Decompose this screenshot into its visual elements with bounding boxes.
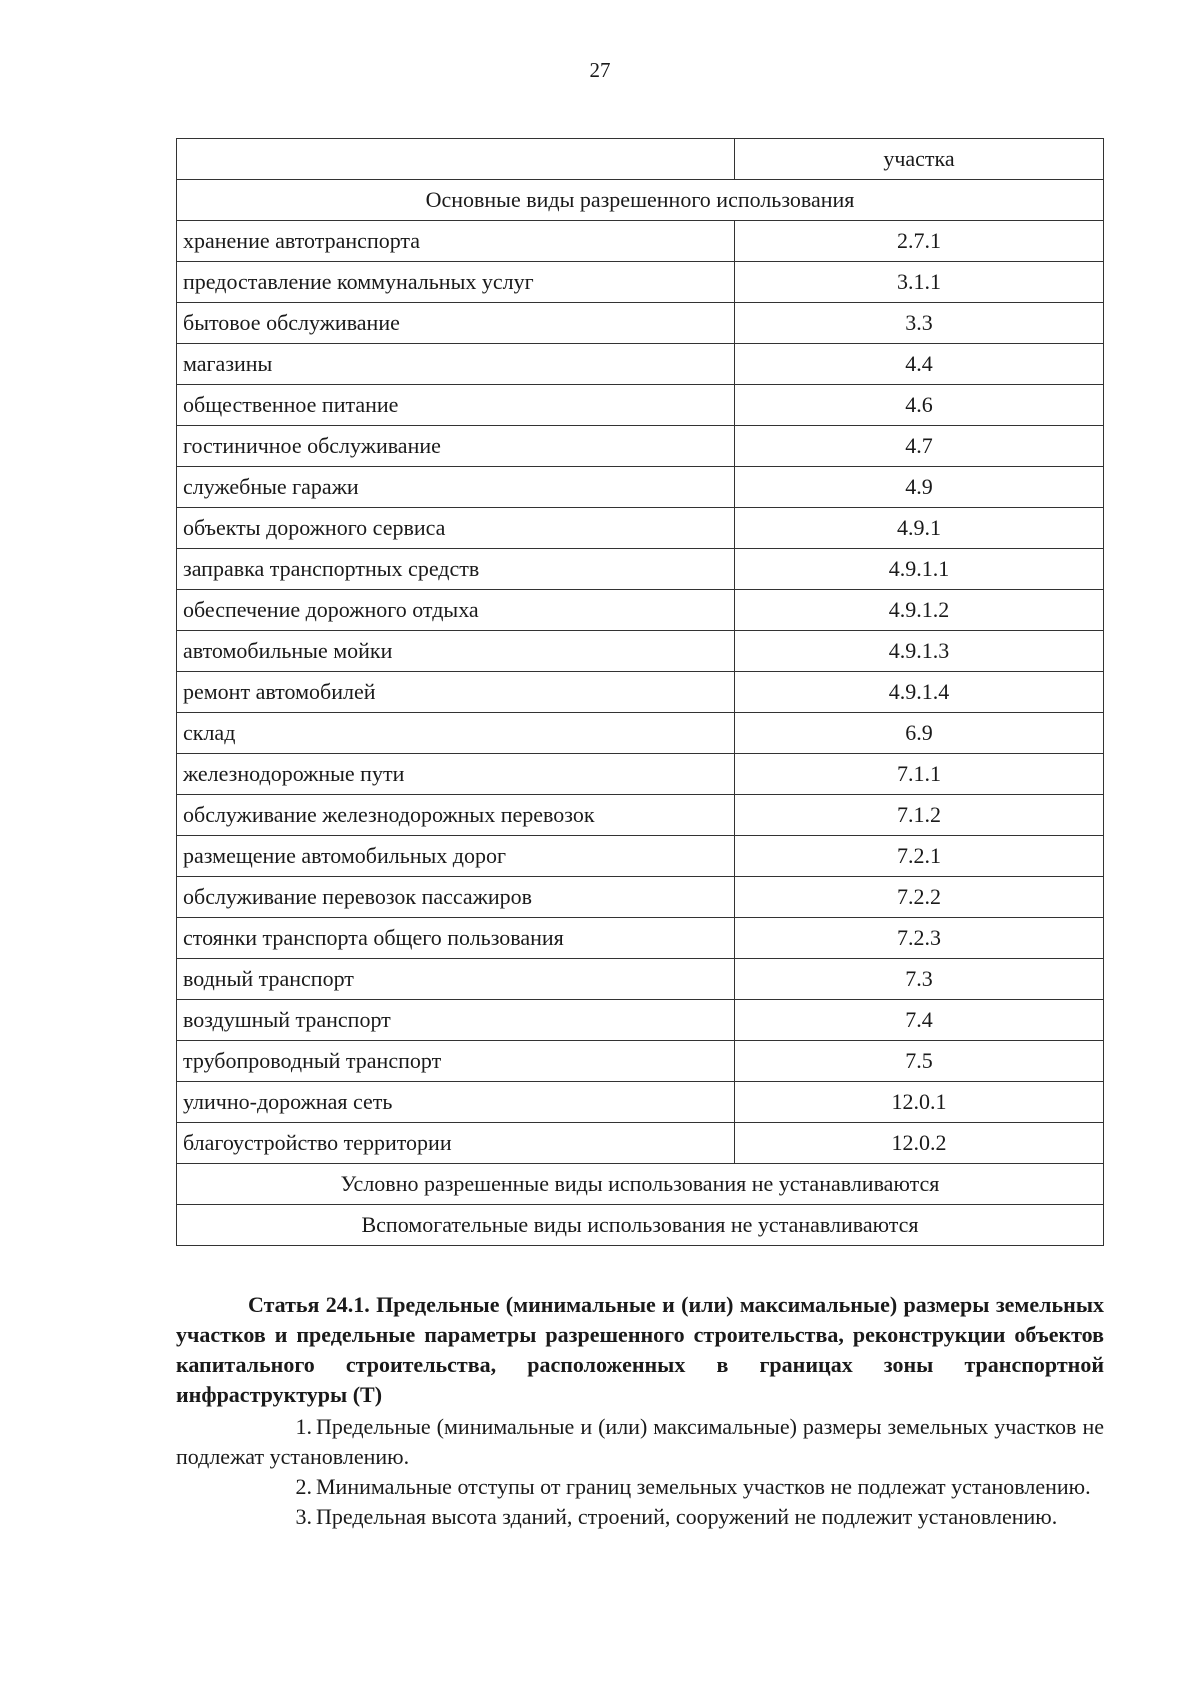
use-code-cell: 7.2.2: [735, 877, 1104, 918]
section-row-auxiliary: [177, 1205, 1104, 1246]
use-code-cell: 6.9: [735, 713, 1104, 754]
clause-text: Предельная высота зданий, строений, сооружений не подлежит установлению.: [316, 1504, 1058, 1529]
table-row: [177, 1082, 1104, 1123]
use-code-cell: 4.9: [735, 467, 1104, 508]
section-auxiliary-label: Вспомогательные виды использования не устанавливаются: [177, 1205, 1104, 1246]
use-code-cell: 4.4: [735, 344, 1104, 385]
use-name-cell: воздушный транспорт: [177, 1000, 735, 1041]
table-row: [177, 303, 1104, 344]
page-number: 27: [589, 58, 611, 82]
use-code-cell: 7.5: [735, 1041, 1104, 1082]
use-code-cell: 4.9.1.1: [735, 549, 1104, 590]
use-name-cell: благоустройство территории: [177, 1123, 735, 1164]
table-row: [177, 344, 1104, 385]
clause-text: Предельные (минимальные и (или) максимальные) размеры земельных участков не подлежат установлению.: [176, 1414, 1104, 1469]
use-name-cell: обеспечение дорожного отдыха: [177, 590, 735, 631]
use-code-cell: 7.2.3: [735, 918, 1104, 959]
use-name-cell: предоставление коммунальных услуг: [177, 262, 735, 303]
use-code-cell: 7.1.1: [735, 754, 1104, 795]
section-main-label: Основные виды разрешенного использования: [177, 180, 1104, 221]
clause-3: [176, 1502, 1104, 1532]
clause-number: 3.: [295, 1504, 312, 1529]
table-row: [177, 631, 1104, 672]
permitted-uses-table-body: [177, 139, 1104, 1246]
section-conditional-label: Условно разрешенные виды использования не устанавливаются: [177, 1164, 1104, 1205]
use-name-cell: общественное питание: [177, 385, 735, 426]
clause-number: 1.: [295, 1414, 312, 1439]
use-code-cell: 4.9.1: [735, 508, 1104, 549]
use-name-cell: обслуживание перевозок пассажиров: [177, 877, 735, 918]
use-name-cell: трубопроводный транспорт: [177, 1041, 735, 1082]
header-left-cell: [177, 139, 735, 180]
clause-2: [176, 1472, 1104, 1502]
section-row-conditional: [177, 1164, 1104, 1205]
table-row: [177, 836, 1104, 877]
table-row: [177, 1000, 1104, 1041]
use-code-cell: 7.3: [735, 959, 1104, 1000]
use-name-cell: бытовое обслуживание: [177, 303, 735, 344]
use-name-cell: размещение автомобильных дорог: [177, 836, 735, 877]
clause-text: Минимальные отступы от границ земельных участков не подлежат установлению.: [316, 1474, 1091, 1499]
use-name-cell: магазины: [177, 344, 735, 385]
use-name-cell: ремонт автомобилей: [177, 672, 735, 713]
use-code-cell: 12.0.2: [735, 1123, 1104, 1164]
use-code-cell: 4.9.1.2: [735, 590, 1104, 631]
table-row: [177, 918, 1104, 959]
table-row: [177, 262, 1104, 303]
table-row: [177, 426, 1104, 467]
table-row: [177, 877, 1104, 918]
permitted-uses-table: [176, 138, 1104, 1246]
table-row: [177, 221, 1104, 262]
table-header-row: [177, 139, 1104, 180]
table-row: [177, 508, 1104, 549]
table-row: [177, 672, 1104, 713]
clause-1: [176, 1412, 1104, 1472]
clause-number: 2.: [295, 1474, 312, 1499]
use-name-cell: объекты дорожного сервиса: [177, 508, 735, 549]
use-code-cell: 7.2.1: [735, 836, 1104, 877]
use-code-cell: 4.6: [735, 385, 1104, 426]
use-code-cell: 7.4: [735, 1000, 1104, 1041]
use-name-cell: склад: [177, 713, 735, 754]
use-code-cell: 7.1.2: [735, 795, 1104, 836]
use-name-cell: водный транспорт: [177, 959, 735, 1000]
use-name-cell: автомобильные мойки: [177, 631, 735, 672]
table-row: [177, 590, 1104, 631]
table-row: [177, 1123, 1104, 1164]
table-row: [177, 549, 1104, 590]
use-name-cell: хранение автотранспорта: [177, 221, 735, 262]
table-row: [177, 795, 1104, 836]
use-code-cell: 3.3: [735, 303, 1104, 344]
table-row: [177, 959, 1104, 1000]
table-row: [177, 385, 1104, 426]
use-code-cell: 12.0.1: [735, 1082, 1104, 1123]
use-code-cell: 4.9.1.3: [735, 631, 1104, 672]
table-row: [177, 713, 1104, 754]
use-code-cell: 4.7: [735, 426, 1104, 467]
header-right-cell: участка: [735, 139, 1104, 180]
use-code-cell: 3.1.1: [735, 262, 1104, 303]
table-row: [177, 754, 1104, 795]
use-name-cell: железнодорожные пути: [177, 754, 735, 795]
section-row-main: [177, 180, 1104, 221]
use-name-cell: стоянки транспорта общего пользования: [177, 918, 735, 959]
use-name-cell: обслуживание железнодорожных перевозок: [177, 795, 735, 836]
use-code-cell: 2.7.1: [735, 221, 1104, 262]
use-name-cell: гостиничное обслуживание: [177, 426, 735, 467]
table-row: [177, 467, 1104, 508]
use-name-cell: улично-дорожная сеть: [177, 1082, 735, 1123]
article-heading: Статья 24.1. Предельные (минимальные и (или) максимальные) размеры земельных участков и предельные параметры разрешенного строительства, реконструкции объектов капитального строительства, расположенных в границах зоны транспортной инфраструктуры (Т): [176, 1292, 1104, 1407]
table-row: [177, 1041, 1104, 1082]
use-code-cell: 4.9.1.4: [735, 672, 1104, 713]
use-name-cell: служебные гаражи: [177, 467, 735, 508]
article-24-1: [176, 1290, 1104, 1532]
use-name-cell: заправка транспортных средств: [177, 549, 735, 590]
